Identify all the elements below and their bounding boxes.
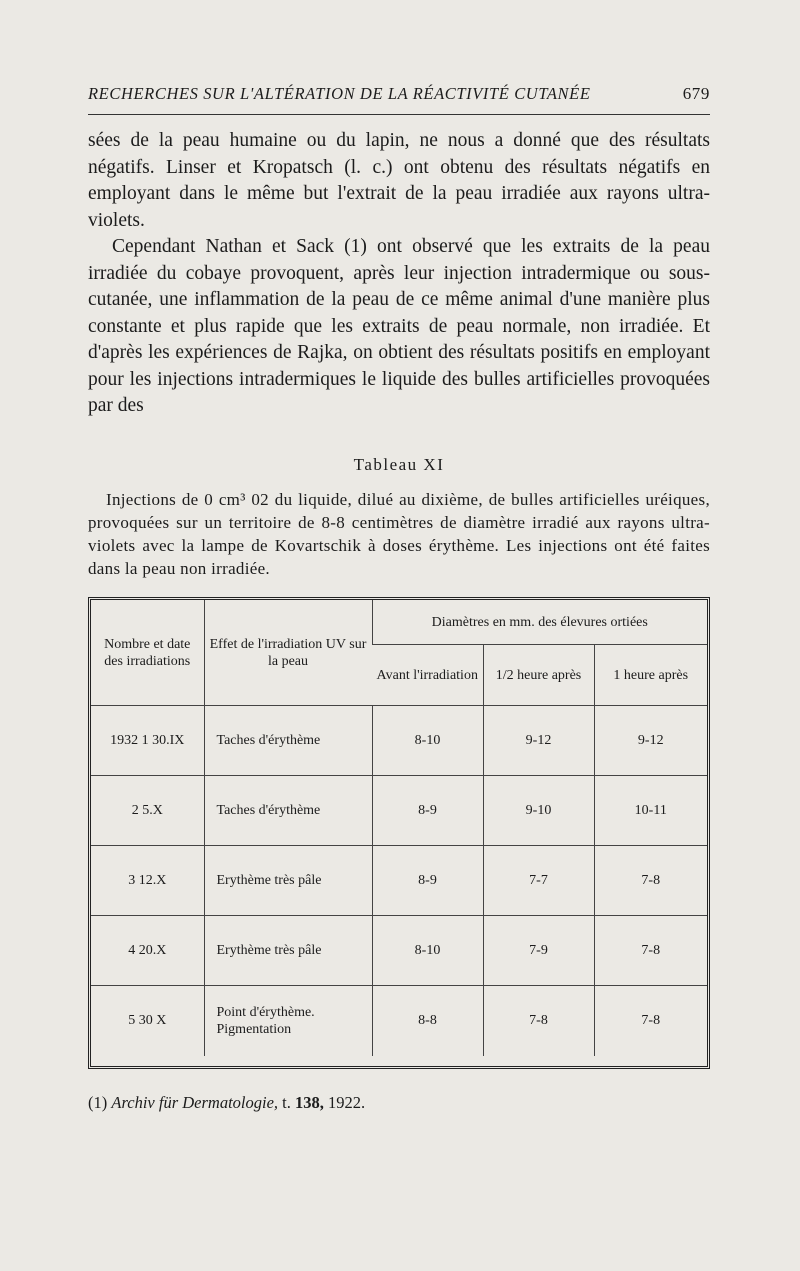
paragraph-1: sées de la peau humaine ou du lapin, ne nous a donné que des résultats négatifs. Linser et Kropatsch (l. c.) ont obtenu des résultats négatifs en employant dans le même but l'extrait de la peau irradiée aux rayons ultra-violets. [88,130,710,231]
cell-number-date: 4 20.X [91,916,204,986]
cell-half-hour: 9-12 [483,706,594,776]
cell-number-date: 5 30 X [91,986,204,1056]
running-header [88,84,710,104]
cell-before: 8-9 [372,846,483,916]
table-row [91,776,707,846]
page-number: 679 [682,84,710,103]
footnote-volume: 138, [295,1093,324,1112]
cell-one-hour: 7-8 [594,986,707,1056]
cell-one-hour: 10-11 [594,776,707,846]
cell-effect: Erythème très pâle [204,916,372,986]
header-rule [88,114,710,115]
cell-half-hour: 7-9 [483,916,594,986]
cell-number-date: 2 5.X [91,776,204,846]
cell-number-date: 3 12.X [91,846,204,916]
cell-before: 8-9 [372,776,483,846]
col-header-before: Avant l'irradiation [372,645,483,706]
cell-number-date: 1932 1 30.IX [91,706,204,776]
table-row [91,706,707,776]
paragraph-2: Cependant Nathan et Sack (1) ont observé que les extraits de la peau irradiée du cobaye provoquent, après leur injection intradermique ou sous-cutanée, une inflammation de la peau de ce même animal d'une manière plus constante et plus rapide que les extraits de peau normale, non irradiée. Et d'après les expériences de Rajka, on obtient des résultats positifs en employant pour les injections intradermiques le liquide des bulles artificielles provoquées par des [88,236,710,416]
col-header-diameters: Diamètres en mm. des élevures ortiées [372,600,707,645]
running-title: RECHERCHES SUR L'ALTÉRATION DE LA RÉACTIVITÉ CUTANÉE [88,84,591,103]
data-table-frame [88,597,710,1069]
table-row [91,846,707,916]
footnote-volume-label: t. [282,1093,291,1112]
cell-one-hour: 7-8 [594,916,707,986]
table-row [91,916,707,986]
footnote-year: 1922. [328,1093,366,1112]
footnote-marker: (1) [88,1093,108,1112]
cell-effect: Erythème très pâle [204,846,372,916]
caption-text: Injections de 0 cm³ 02 du liquide, dilué au dixième, de bulles artificielles uréiques, provoquées sur un territoire de 8-8 centimètres de diamètre irradié aux rayons ultra-violets avec la lampe de Kovartschik à doses érythème. Les injections ont été faites dans la peau non irradiée. [88,490,710,578]
col-header-effect: Effet de l'irradiation UV sur la peau [204,600,372,706]
table-row [91,986,707,1056]
cell-half-hour: 9-10 [483,776,594,846]
cell-half-hour: 7-7 [483,846,594,916]
cell-before: 8-10 [372,916,483,986]
cell-effect: Point d'érythème. Pigmentation [204,986,372,1056]
data-table [91,600,707,1056]
cell-before: 8-10 [372,706,483,776]
cell-effect: Taches d'érythème [204,706,372,776]
footnote [88,1093,710,1113]
cell-half-hour: 7-8 [483,986,594,1056]
table-caption [88,488,710,580]
col-header-number-date: Nombre et date des irradiations [104,636,191,669]
cell-effect: Taches d'érythème [204,776,372,846]
col-header-half-hour: 1/2 heure après [483,645,594,706]
col-header-one-hour: 1 heure après [594,645,707,706]
cell-one-hour: 7-8 [594,846,707,916]
body-text [88,128,710,420]
footnote-journal: Archiv für Dermatologie, [111,1093,279,1112]
cell-before: 8-8 [372,986,483,1056]
cell-one-hour: 9-12 [594,706,707,776]
table-title: Tableau XI [353,455,445,474]
